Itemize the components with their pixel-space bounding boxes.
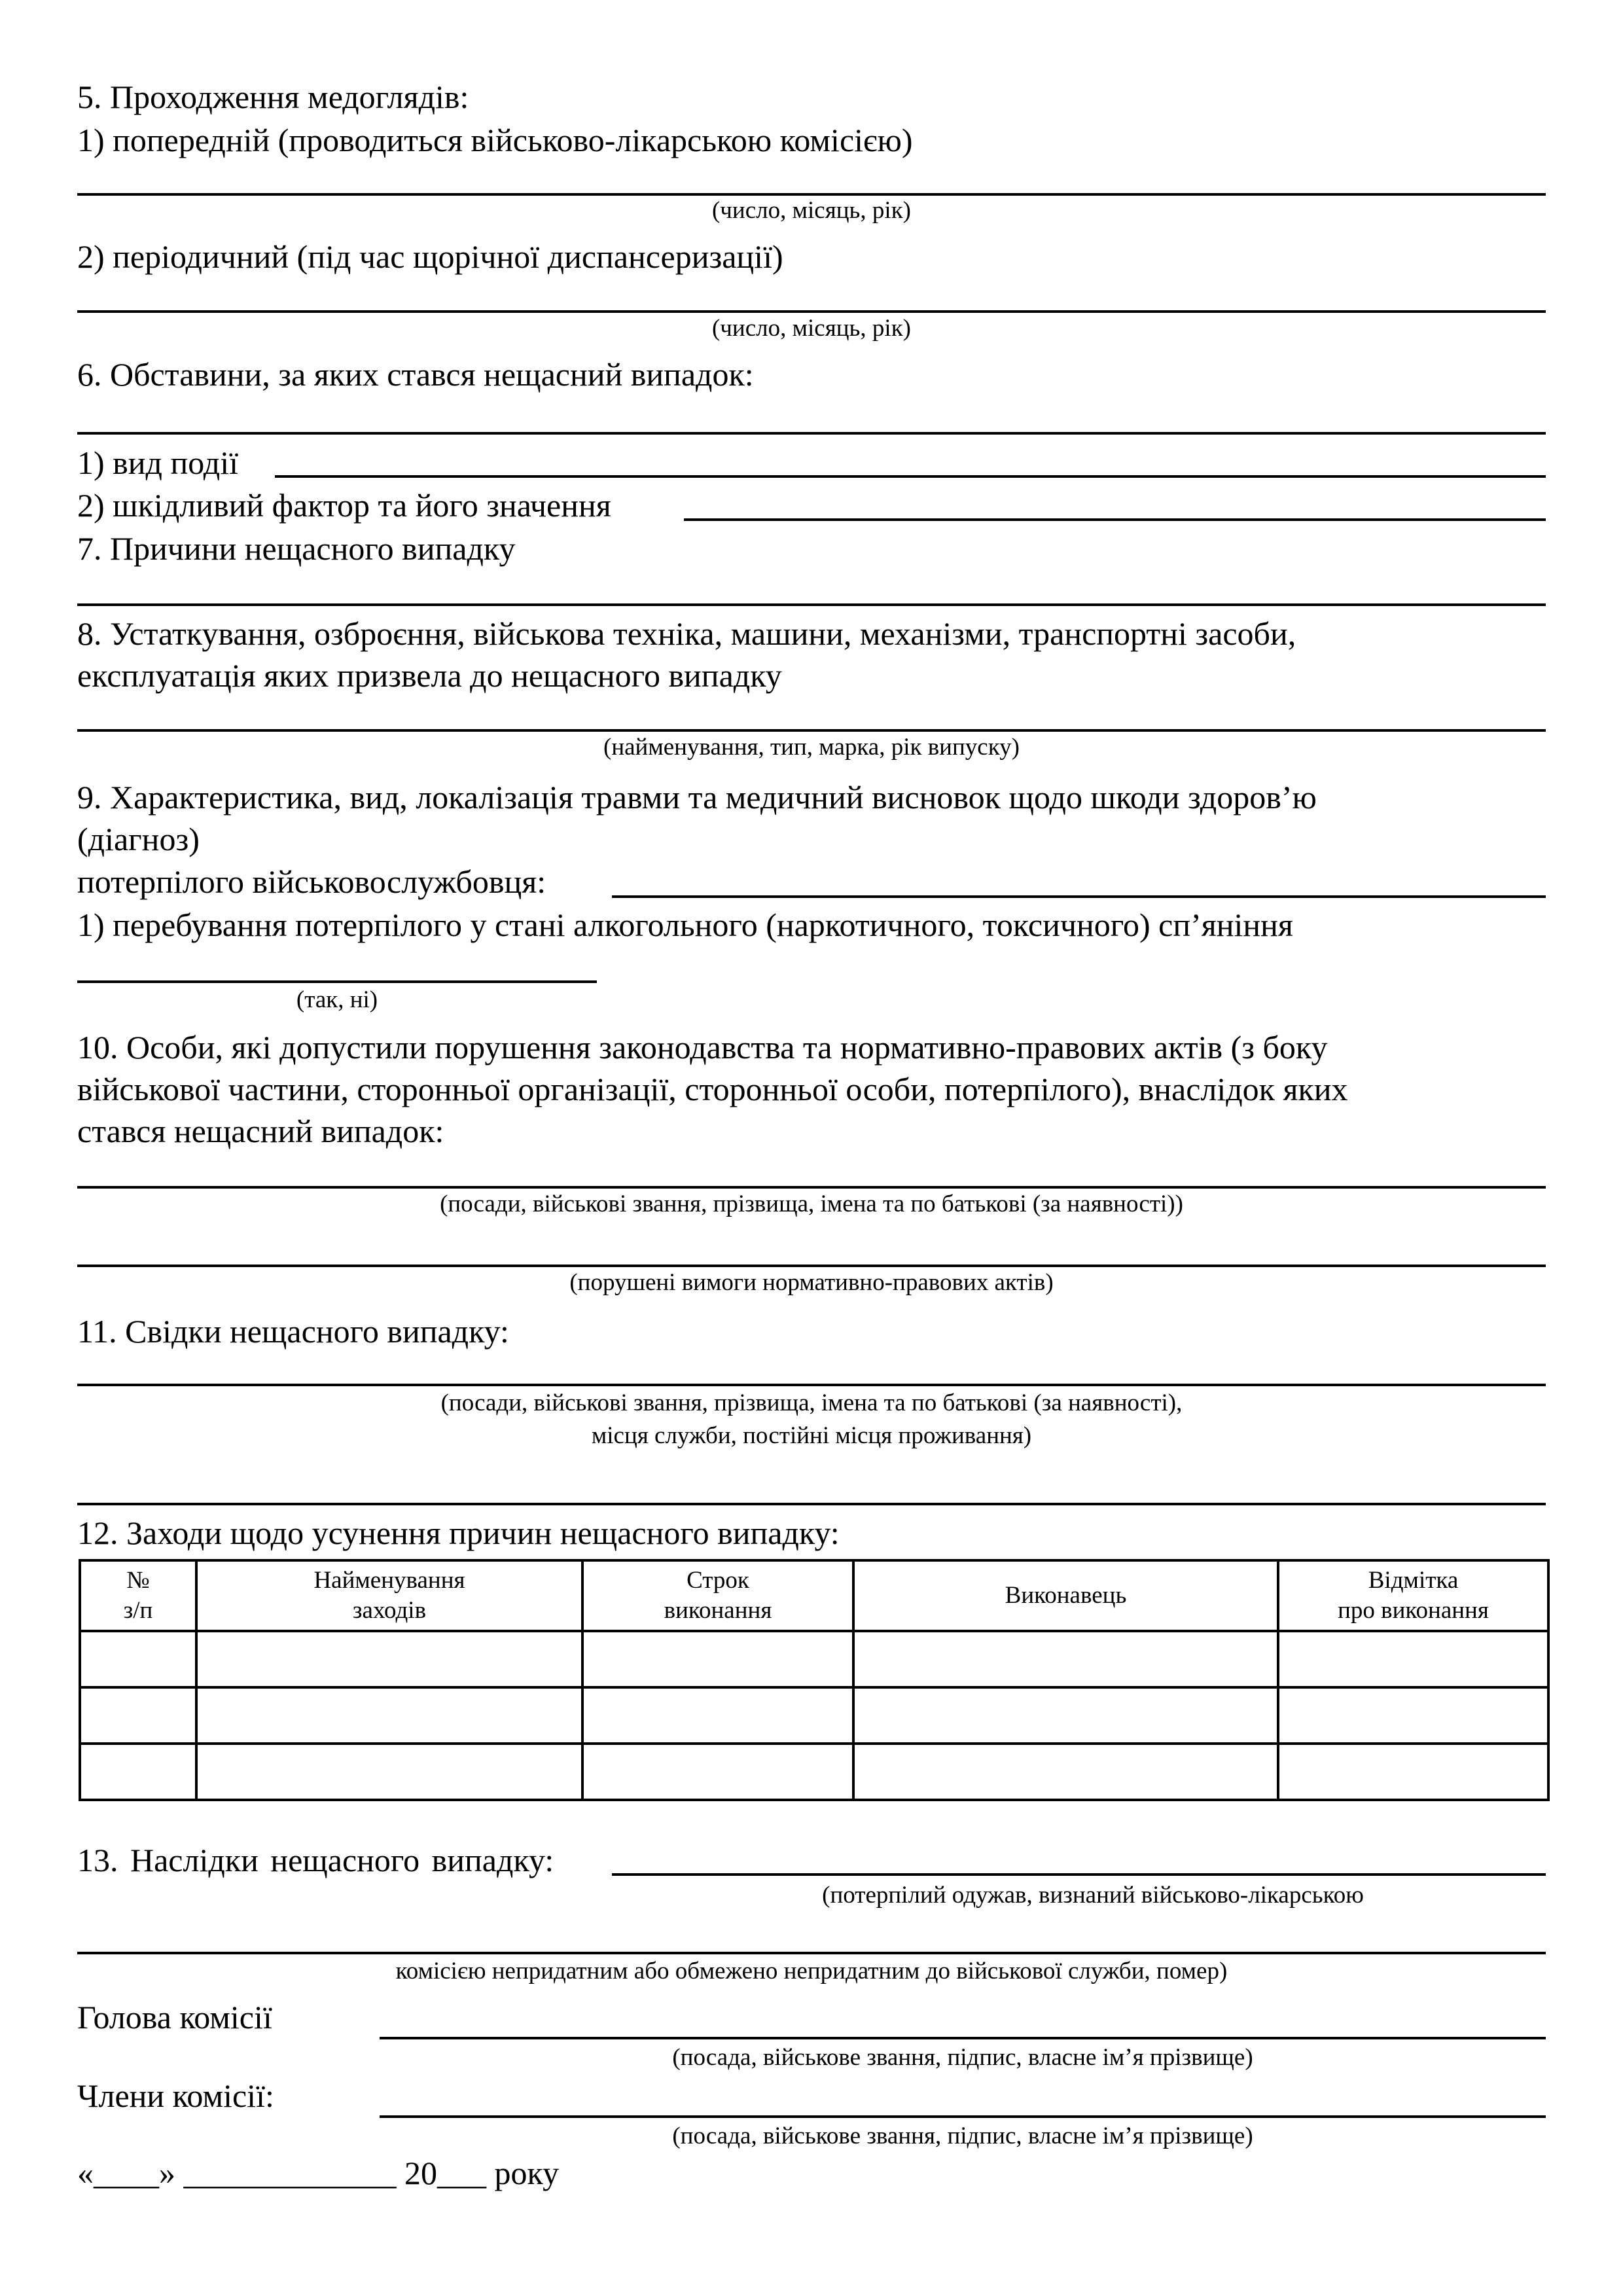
circumstances-field[interactable] [77,432,1546,435]
intoxication-field[interactable] [77,980,597,983]
section-9-line-1: 9. Характеристика, вид, локалізація травми та медичний висновок щодо шкоди здоров’ю [77,779,1317,816]
date-line[interactable]: «____» _____________ 20___ року [77,2155,560,2191]
cell-completion-mark[interactable] [1278,1687,1548,1744]
section-8-line-1: 8. Устаткування, озброєння, військова техніка, машини, механізми, транспортні засоби, [77,615,1296,652]
table-row [80,1687,1548,1744]
caption-date: (число, місяць, рік) [711,315,911,342]
event-type-field[interactable] [275,475,1546,478]
date-field-periodic[interactable] [77,310,1546,313]
measures-table [79,1559,1550,1801]
caption-witnesses-line-1: (посади, військові звання, прізвища, імена та по батькові (за наявності), [440,1390,1183,1416]
section-11-title: 11. Свідки нещасного випадку: [77,1313,509,1350]
header-executor: Виконавець [853,1560,1278,1631]
cell-deadline[interactable] [582,1744,853,1800]
cell-completion-mark[interactable] [1278,1631,1548,1687]
caption-violations: (порушені вимоги нормативно-правових актів) [569,1269,1054,1296]
cell-deadline[interactable] [582,1631,853,1687]
witnesses-field-extra[interactable] [77,1503,1546,1505]
harmful-factor-field[interactable] [684,518,1546,521]
table-header-row [80,1560,1548,1631]
cell-measure-name[interactable] [196,1744,582,1800]
header-deadline: Строк виконання [582,1560,853,1631]
section-5-item-2: 2) періодичний (під час щорічної диспансеризації) [77,238,783,275]
causes-field[interactable] [77,603,1546,606]
section-6-item-1: 1) вид події [77,444,238,481]
cell-measure-name[interactable] [196,1687,582,1744]
section-5-title: 5. Проходження медоглядів: [77,79,469,115]
cell-executor[interactable] [853,1687,1278,1744]
date-field-preliminary[interactable] [77,193,1546,196]
caption-members: (посада, військове звання, підпис, власне ім’я прізвище) [672,2123,1253,2149]
table-row [80,1744,1548,1800]
section-9-item-1: 1) перебування потерпілого у стані алкогольного (наркотичного, токсичного) сп’яніння [77,906,1293,943]
cell-executor[interactable] [853,1631,1278,1687]
header-completion-mark: Відмітка про виконання [1278,1560,1548,1631]
section-6-item-2: 2) шкідливий фактор та його значення [77,487,611,524]
cell-number[interactable] [80,1687,196,1744]
section-10-line-2: військової частини, сторонньої організації, сторонньої особи, потерпілого), внаслідок яких [77,1071,1348,1107]
header-measure-name: Найменування заходів [196,1560,582,1631]
caption-equipment: (найменування, тип, марка, рік випуску) [603,734,1020,761]
members-signature-field[interactable] [380,2115,1546,2118]
table-row [80,1631,1548,1687]
section-6-title: 6. Обставини, за яких стався нещасний випадок: [77,356,754,393]
diagnosis-field[interactable] [612,895,1546,898]
section-13-title: 13. Наслідки нещасного випадку: [77,1842,554,1878]
section-9-line-3: потерпілого військовослужбовця: [77,863,546,900]
cell-measure-name[interactable] [196,1631,582,1687]
cell-number[interactable] [80,1631,196,1687]
cell-number[interactable] [80,1744,196,1800]
caption-consequences-line-2: комісією непридатним або обмежено непридатним до військової служби, помер) [395,1958,1228,1984]
caption-date: (число, місяць, рік) [711,197,911,224]
equipment-field[interactable] [77,729,1546,732]
chair-label: Голова комісії [77,1999,272,2036]
cell-executor[interactable] [853,1744,1278,1800]
caption-yes-no: (так, ні) [296,986,378,1013]
section-12-title: 12. Заходи щодо усунення причин нещасного випадку: [77,1515,840,1551]
section-5-item-1: 1) попередній (проводиться військово-лікарською комісією) [77,122,913,158]
caption-consequences-line-1: (потерпілий одужав, визнаний військово-лікарською [822,1882,1364,1909]
witnesses-field[interactable] [77,1384,1546,1386]
caption-persons: (посади, військові звання, прізвища, імена та по батькові (за наявності)) [440,1191,1183,1217]
responsible-persons-field[interactable] [77,1186,1546,1189]
section-7-title: 7. Причини нещасного випадку [77,530,516,567]
header-number: № з/п [80,1560,196,1631]
caption-chair: (посада, військове звання, підпис, власне ім’я прізвище) [672,2044,1253,2071]
section-10-line-1: 10. Особи, які допустили порушення законодавства та нормативно-правових актів (з боку [77,1029,1328,1066]
consequences-field[interactable] [612,1873,1546,1876]
members-label: Члени комісії: [77,2077,274,2114]
cell-deadline[interactable] [582,1687,853,1744]
caption-witnesses-line-2: місця служби, постійні місця проживання) [591,1422,1032,1449]
chair-signature-field[interactable] [380,2037,1546,2039]
section-10-line-3: стався нещасний випадок: [77,1113,444,1149]
consequences-field-extra[interactable] [77,1952,1546,1954]
cell-completion-mark[interactable] [1278,1744,1548,1800]
section-9-line-2: (діагноз) [77,821,200,857]
section-8-line-2: експлуатація яких призвела до нещасного випадку [77,657,782,694]
violated-requirements-field[interactable] [77,1265,1546,1267]
